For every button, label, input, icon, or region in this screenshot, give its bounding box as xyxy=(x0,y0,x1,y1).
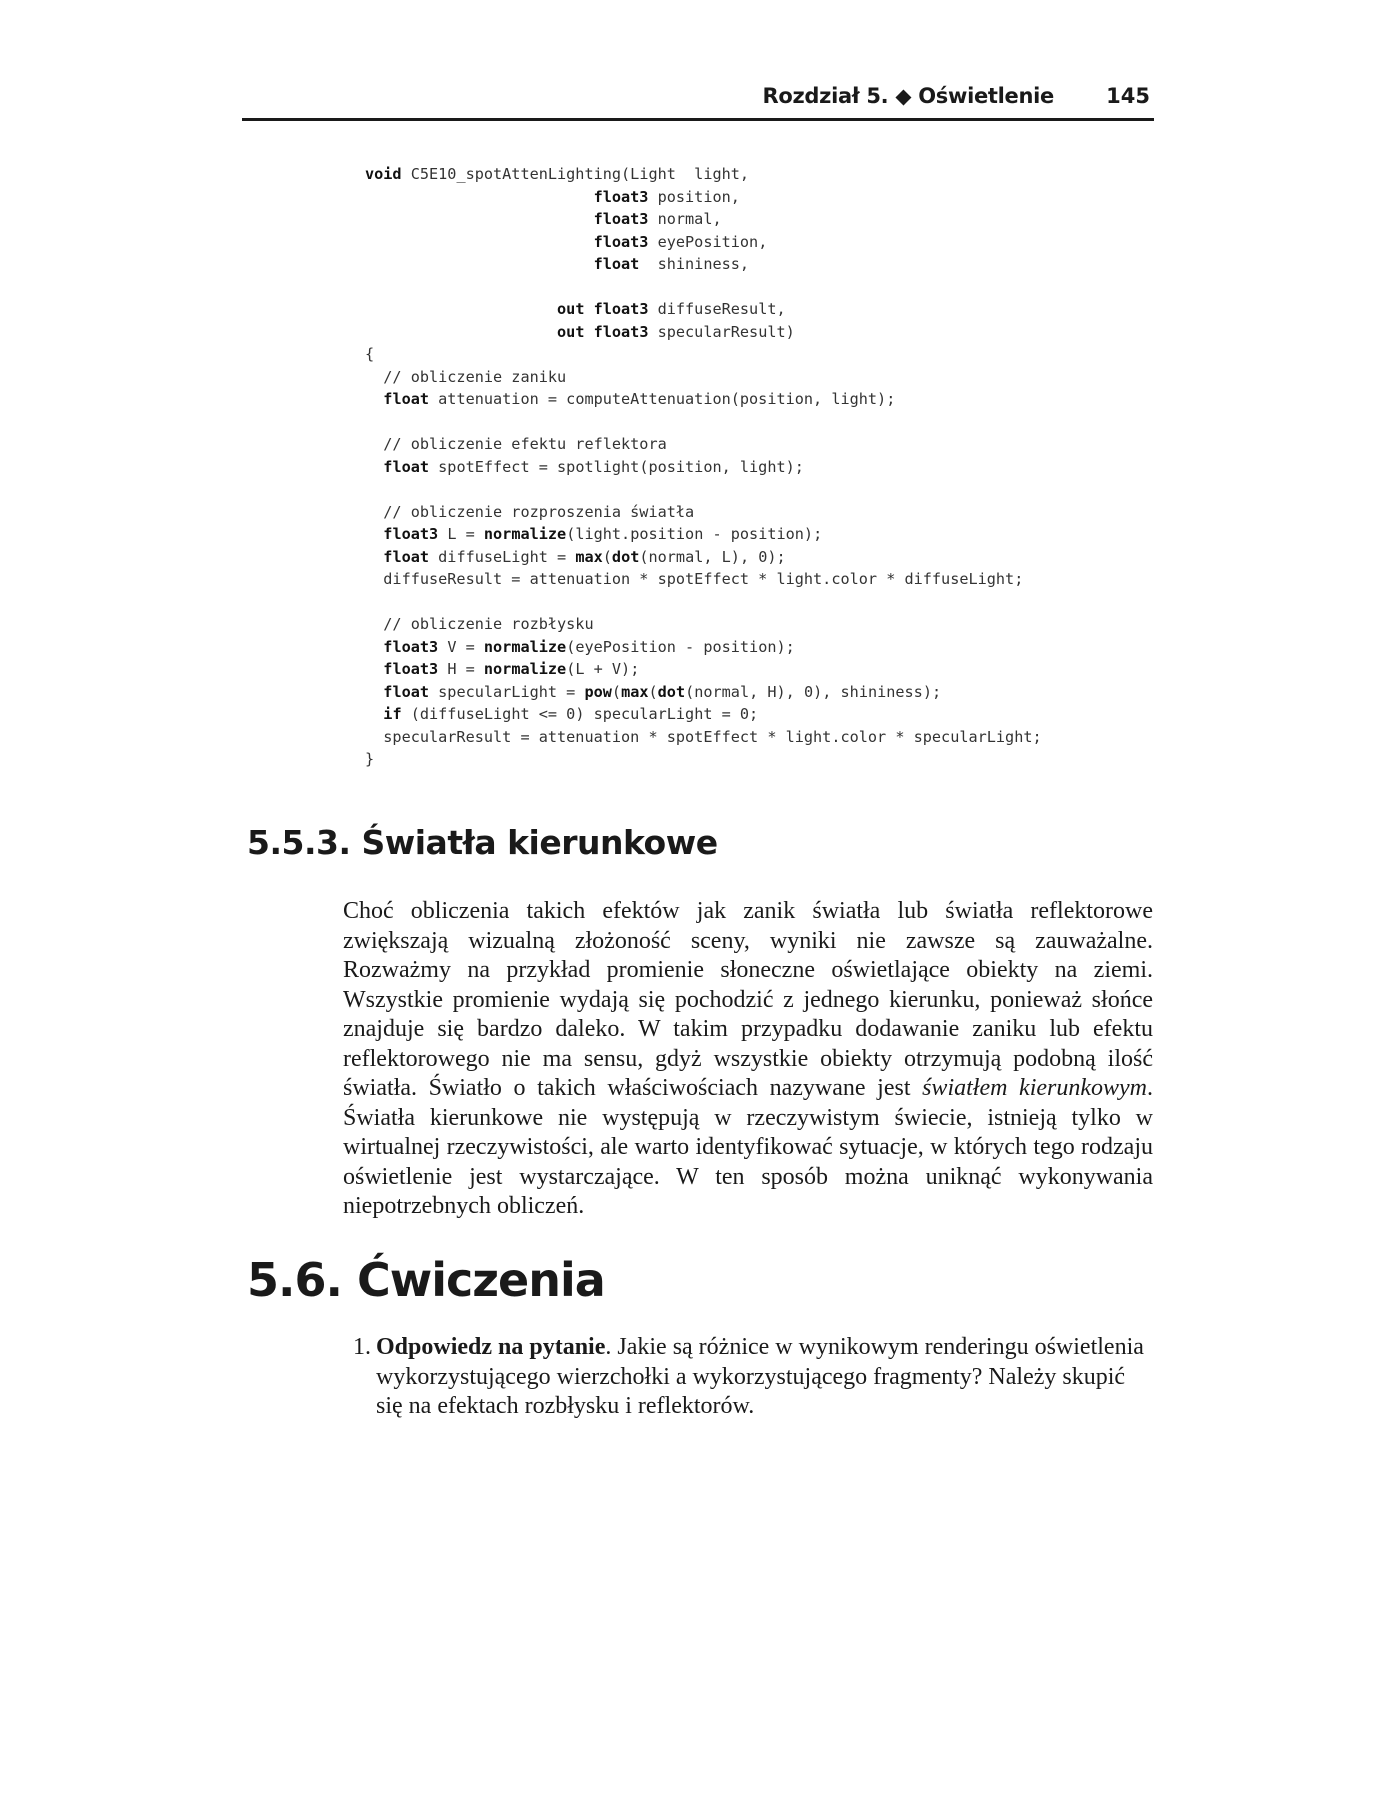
code-text xyxy=(365,300,557,318)
code-text: (eyePosition - position); xyxy=(566,637,795,656)
code-text: diffuseResult = attenuation * spotEffect * light.color * diffuseLight; xyxy=(365,570,1024,588)
code-line xyxy=(365,411,1042,434)
code-text: C5E10_spotAttenLighting(Light light, xyxy=(401,165,750,183)
code-text xyxy=(365,390,383,408)
code-text: specularResult) xyxy=(648,322,795,341)
code-text xyxy=(365,233,594,251)
exercise-text: . Jakie są różnice w wynikowym renderingu oświetlenia wykorzystującego wierzchołki a wykorzystującego fragmenty? Należy skupić się na efektach rozbłysku i reflektorów. xyxy=(376,1334,1144,1419)
code-text xyxy=(365,705,383,723)
paragraph-text-before: Choć obliczenia takich efektów jak zanik światła lub światła reflektorowe zwiększają wizualną złożoność sceny, wyniki nie zawsze są zauważalne. Rozważmy na przykład promienie słoneczne oświetlające obiekty na ziemi. Wszystkie promienie wydają się pochodzić z jednego kierunku, ponieważ słońce znajduje się bardzo daleko. W takim przypadku dodawanie zaniku lub efektu reflektorowego nie ma sensu, gdyż wszystkie obiekty otrzymują podobną ilość światła. Światło o takich właściwościach nazywane jest xyxy=(343,898,1153,1101)
code-line xyxy=(365,568,1042,591)
code-keyword: out float3 xyxy=(557,300,649,318)
code-line xyxy=(365,658,1042,681)
code-keyword: float xyxy=(383,390,430,408)
code-text xyxy=(365,188,594,206)
code-keyword: float3 xyxy=(593,187,649,206)
code-keyword: if xyxy=(383,705,402,723)
section-heading-5-5-3: 5.5.3. Światła kierunkowe xyxy=(247,823,718,862)
code-text: attenuation = computeAttenuation(position, light); xyxy=(429,390,896,408)
code-keyword: float xyxy=(383,457,430,476)
code-keyword: float3 xyxy=(593,232,649,251)
code-line xyxy=(365,321,1042,344)
code-keyword: normalize xyxy=(483,660,567,678)
code-text: ( xyxy=(602,547,612,566)
paragraph-text-after: . Światła kierunkowe nie występują w rzeczywistym świecie, istnieją tylko w wirtualnej rzeczywistości, ale warto identyfikować sytuacje, w których tego rodzaju oświetlenie jest wystarczające. W ten sposób można uniknąć wykonywania niepotrzebnych obliczeń. xyxy=(343,1075,1153,1219)
code-text xyxy=(365,525,383,543)
code-text xyxy=(365,323,557,341)
code-text: (normal, H), 0), shininess); xyxy=(685,682,942,701)
exercise-content xyxy=(376,1333,1153,1422)
code-line xyxy=(365,591,1042,614)
body-paragraph xyxy=(343,897,1153,1222)
code-line xyxy=(365,478,1042,501)
exercise-label: Odpowiedz na pytanie xyxy=(376,1334,606,1360)
code-line xyxy=(365,636,1042,659)
code-line xyxy=(365,186,1042,209)
code-line xyxy=(365,208,1042,231)
code-text xyxy=(365,660,383,678)
code-text: ( xyxy=(648,682,658,701)
code-line xyxy=(365,748,1042,771)
code-keyword: float3 xyxy=(383,637,439,656)
code-text: specularResult = attenuation * spotEffect * light.color * specularLight; xyxy=(365,727,1042,746)
code-keyword: normalize xyxy=(483,525,567,543)
code-listing xyxy=(365,163,1042,771)
code-line xyxy=(365,231,1042,254)
code-keyword: float3 xyxy=(383,660,439,678)
code-text: H = xyxy=(438,660,484,678)
section-heading-5-6: 5.6. Ćwiczenia xyxy=(247,1253,605,1307)
code-line xyxy=(365,163,1042,186)
page-header xyxy=(242,84,1154,121)
page-number: 145 xyxy=(1106,84,1150,108)
code-line xyxy=(365,546,1042,569)
running-head: Rozdział 5. ◆ Oświetlenie xyxy=(762,84,1054,108)
code-keyword: void xyxy=(365,165,402,183)
code-line xyxy=(365,433,1042,456)
code-line xyxy=(365,681,1042,704)
code-keyword: dot xyxy=(611,547,640,566)
code-text: position, xyxy=(648,187,740,206)
code-text: { xyxy=(365,345,375,363)
code-text xyxy=(365,210,594,228)
code-keyword: float xyxy=(383,682,430,701)
code-text: diffuseLight = xyxy=(429,547,576,566)
code-line xyxy=(365,726,1042,749)
code-text: eyePosition, xyxy=(648,232,768,251)
code-line xyxy=(365,366,1042,389)
code-keyword: float3 xyxy=(383,525,439,543)
code-text: normal, xyxy=(648,210,722,228)
code-line xyxy=(365,613,1042,636)
code-line xyxy=(365,298,1042,321)
code-text: } xyxy=(365,750,375,768)
code-text: shininess, xyxy=(639,255,750,273)
code-text: spotEffect = spotlight(position, light); xyxy=(429,457,804,476)
code-line xyxy=(365,501,1042,524)
code-text: (light.position - position); xyxy=(566,525,823,543)
code-line xyxy=(365,253,1042,276)
code-text: (diffuseLight <= 0) specularLight = 0; xyxy=(401,705,759,723)
code-line xyxy=(365,388,1042,411)
code-text: // obliczenie efektu reflektora xyxy=(365,435,667,453)
code-keyword: float xyxy=(383,547,430,566)
code-keyword: out float3 xyxy=(557,322,649,341)
code-line xyxy=(365,523,1042,546)
code-keyword: pow xyxy=(584,682,612,701)
code-text: L = xyxy=(438,525,484,543)
defined-term: światłem kierunkowym xyxy=(922,1075,1147,1101)
code-line xyxy=(365,343,1042,366)
code-text: V = xyxy=(438,637,484,656)
code-text xyxy=(365,548,383,566)
code-text: // obliczenie rozproszenia światła xyxy=(365,502,695,521)
code-keyword: normalize xyxy=(483,637,567,656)
code-line xyxy=(365,276,1042,299)
code-text xyxy=(365,683,383,701)
code-text: diffuseResult, xyxy=(648,300,786,318)
code-keyword: float xyxy=(593,255,640,273)
code-text xyxy=(365,458,383,476)
code-keyword: max xyxy=(621,682,649,701)
exercise-item xyxy=(353,1333,1153,1422)
code-text: ( xyxy=(611,682,622,701)
code-text: (L + V); xyxy=(566,660,640,678)
code-text: (normal, L), 0); xyxy=(639,547,786,566)
code-keyword: float3 xyxy=(593,210,649,228)
exercise-number: 1. xyxy=(353,1334,371,1360)
code-line xyxy=(365,456,1042,479)
code-text: specularLight = xyxy=(429,682,585,701)
code-text xyxy=(365,638,383,656)
code-text xyxy=(365,255,594,273)
code-line xyxy=(365,703,1042,726)
code-text: // obliczenie rozbłysku xyxy=(365,615,594,633)
code-keyword: max xyxy=(575,547,603,566)
code-keyword: dot xyxy=(657,682,686,701)
code-text: // obliczenie zaniku xyxy=(365,367,567,386)
